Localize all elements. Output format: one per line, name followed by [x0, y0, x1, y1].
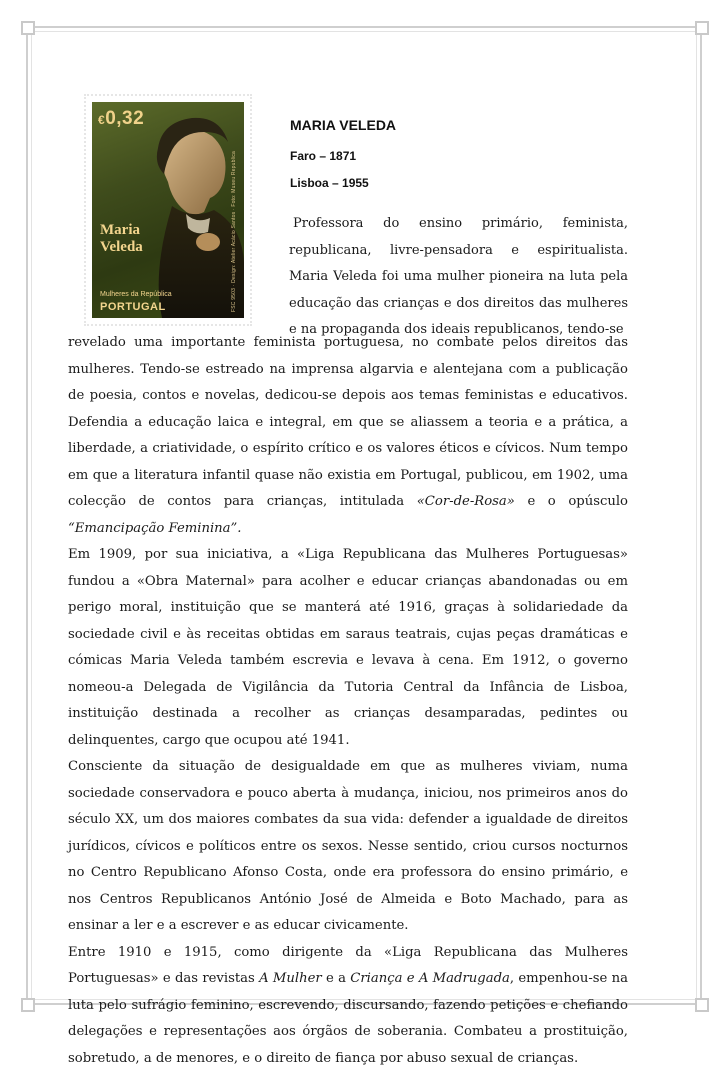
stamp-name: Maria Veleda — [100, 222, 170, 256]
stamp-series: Mulheres da República — [100, 290, 172, 299]
stamp-value — [98, 108, 144, 130]
paragraph-3: Consciente da situação de desigualdade em que as mulheres viviam, numa sociedade conservadora e pouco aberta à mudança, iniciou, nos primeiros anos do século XX, um dos maiores combates da sua vida: defender a igualdade de direitos jurídicos, cívicos e políticos entre os sexos. Nesse sentido, criou cursos nocturnos no Centro Republicano Afonso Costa, onde era professora do ensino primário, e nos Centros Republicanos António José de Almeida e Boto Machado, para as ensinar a ler e a escrever e as educar civicamente. — [68, 754, 628, 940]
paragraph-1 — [68, 330, 628, 542]
page-title: MARIA VELEDA — [290, 117, 396, 133]
corner-ornament-bottom-left — [21, 998, 35, 1012]
biography-body — [68, 330, 628, 1072]
work-title-emancipacao: “Emancipação Feminina”. — [68, 521, 241, 536]
stamp-country: PORTUGAL — [100, 301, 166, 313]
paragraph-4 — [68, 940, 628, 1072]
paragraph-4-connector: e a — [322, 971, 351, 986]
magazine-title-a-mulher: A Mulher — [259, 971, 322, 986]
birth-info: Faro – 1871 — [290, 149, 356, 163]
paragraph-2: Em 1909, por sua iniciativa, a «Liga Republicana das Mulheres Portuguesas» fundou a «Obra Maternal» para acolher e educar crianças abandonadas ou em perigo moral, instituição que se manterá até 1916, graças à solidariedade da sociedade civil e às receitas obtidas em saraus teatrais, cujas peças dramáticas e cómicas Maria Veleda também escrevia e levava à cena. Em 1912, o governo nomeou-a Delegada de Vigilância da Tutoria Central da Infância de Lisboa, instituição destinada a recolher as crianças desamparadas, pedintes ou delinquentes, cargo que ocupou até 1941. — [68, 542, 628, 754]
death-info: Lisboa – 1955 — [290, 176, 369, 190]
currency-symbol: € — [98, 113, 105, 127]
intro-text: Professora do ensino primário, feminista, republicana, livre-pensadora e espiritualista. Maria Veleda foi uma mulher pioneira na luta pela educação das crianças e dos direitos das mulheres e na propaganda dos ideais republicanos, tendo-se — [289, 216, 628, 337]
magazine-title-crianca: Criança e A Madrugada — [350, 971, 510, 986]
paragraph-1-connector: e o opúsculo — [515, 494, 628, 509]
corner-ornament-top-left — [21, 21, 35, 35]
corner-ornament-bottom-right — [695, 998, 709, 1012]
stamp-value-amount: 0,32 — [105, 108, 144, 129]
stamp-vertical-credits: FSC 9503 · Design: Atelier Acácio Santos · Foto: Museu Republica — [231, 132, 241, 312]
corner-ornament-top-right — [695, 21, 709, 35]
stamp-image — [92, 102, 244, 318]
work-title-cor-de-rosa: «Cor-de-Rosa» — [417, 494, 515, 509]
paragraph-1-text: revelado uma importante feminista portuguesa, no combate pelos direitos das mulheres. Tendo-se estreado na imprensa algarvia e alentejana com a publicação de poesia, contos e novelas, dedicou-se depois aos temas feministas e educativos. Defendia a educação laica e integral, em que se aliassem a teoria e a prática, a liberdade, a criatividade, o espírito crítico e os valores éticos e cívicos. Num tempo em que a literatura infantil quase não existia em Portugal, publicou, em 1902, uma colecção de contos para crianças, intitulada — [68, 335, 628, 509]
intro-paragraph — [289, 211, 628, 344]
postage-stamp — [84, 94, 252, 326]
paragraph-4-text: Entre 1910 e 1915, como dirigente da «Liga Republicana das Mulheres Portuguesas» e das revistas — [68, 945, 628, 987]
portrait-illustration — [92, 102, 244, 318]
paragraph-4-end: , empenhou-se na luta pelo sufrágio feminino, escrevendo, discursando, fazendo petições e chefiando delegações e representações aos órgãos de soberania. Combateu a prostituição, sobretudo, a de menores, e o direito de fiança por abuso sexual de crianças. — [68, 971, 628, 1066]
